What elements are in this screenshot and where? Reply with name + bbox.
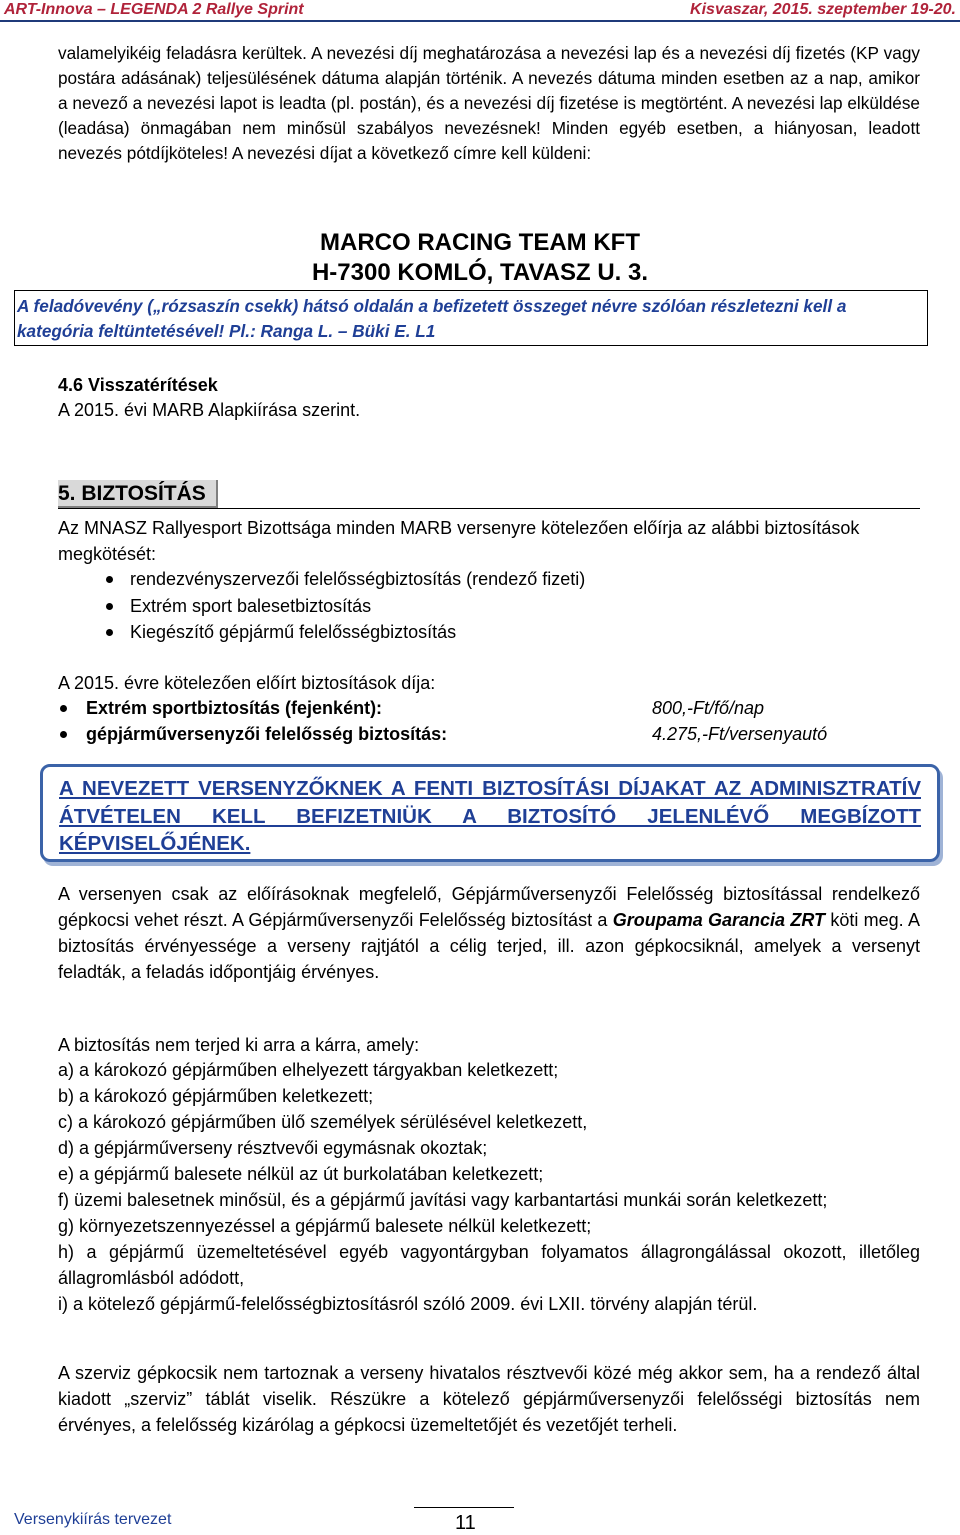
header-event-title: ART-Innova – LEGENDA 2 Rallye Sprint (4, 1, 304, 18)
fee-name: Extrém sportbiztosítás (fejenként): (86, 698, 383, 718)
payment-notice-box (14, 290, 928, 346)
bullet-icon (60, 705, 67, 712)
fee-row (58, 721, 938, 747)
list-item: c) a károkozó gépjárműben ülő személyek sérülésével keletkezett, (58, 1112, 588, 1132)
address-line-1: MARCO RACING TEAM KFT (320, 229, 640, 256)
bullet-icon (60, 731, 67, 738)
required-insurance-list (58, 566, 920, 646)
fee-value: 800,-Ft/fő/nap (652, 698, 765, 718)
payment-callout-box (40, 764, 940, 862)
fee-value: 4.275,-Ft/versenyautó (652, 724, 828, 744)
header-event-date: Kisvaszar, 2015. szeptember 19-20. (690, 1, 956, 18)
payment-notice-text: A feladóvevény („rózsaszín csekk) hátsó oldalán a befizetett összeget névre szólóan részletezni kell a kategória feltüntetésével! Pl.: Ranga L. – Büki E. L1 (17, 296, 847, 341)
list-item: Extrém sport balesetbiztosítás (58, 593, 920, 620)
insurer-name: Groupama Garancia ZRT (612, 910, 826, 930)
payment-callout-text: A NEVEZETT VERSENYZŐKNEK A FENTI BIZTOSÍTÁSI DÍJAKAT AZ ADMINISZTRATÍV ÁTVÉTELEN KELL BEFIZETNIÜK A BIZTOSÍTÓ JELENLÉVŐ MEGBÍZOTT KÉPVISELŐJÉNEK. (59, 777, 921, 855)
list-item: g) környezetszennyezéssel a gépjármű balesete nélkül keletkezett; (58, 1216, 592, 1236)
list-item: e) a gépjármű balesete nélkül az út burkolatában keletkezett; (58, 1164, 544, 1184)
insurance-paragraph (58, 881, 920, 985)
footer-rule (414, 1507, 514, 1508)
address-line-2: H-7300 KOMLÓ, TAVASZ U. 3. (311, 259, 649, 286)
list-item: Kiegészítő gépjármű felelősségbiztosítás (58, 619, 920, 646)
section-5-rule (58, 508, 920, 509)
insurance-intro: Az MNASZ Rallyesport Bizottsága minden MARB versenyre kötelezően előírja az alábbi biztosítások megkötését: (58, 518, 860, 564)
list-item: b) a károkozó gépjárműben keletkezett; (58, 1086, 374, 1106)
section-4-6-heading: 4.6 Visszatérítések (58, 375, 218, 395)
service-paragraph: A szerviz gépkocsik nem tartoznak a verseny hivatalos résztvevői közé még akkor sem, ha a rendező által kiadott „szerviz” táblát viselik. Részükre a kötelező gépjárműversenyzői felelősségi biztosítás nem érvényes, a felelősség kizárólag a gépkocsi üzemeltetőjét és vezetőjét terheli. (58, 1363, 920, 1435)
exclusions-list (58, 1057, 920, 1317)
page-header (0, 0, 960, 22)
list-item: rendezvényszervezői felelősségbiztosítás (rendező fizeti) (58, 566, 920, 593)
section-5-heading: 5. BIZTOSÍTÁS (58, 480, 218, 508)
fee-name: gépjárműversenyzői felelősség biztosítás: (86, 724, 448, 744)
page-number: 11 (455, 1512, 476, 1534)
list-item: a) a károkozó gépjárműben elhelyezett tárgyakban keletkezett; (58, 1060, 559, 1080)
list-item: d) a gépjárműverseny résztvevői egymásnak okoztak; (58, 1138, 488, 1158)
fees-intro: A 2015. évre kötelezően előírt biztosítások díja: (58, 673, 436, 693)
list-item: f) üzemi balesetnek minősül, és a gépjármű javítási vagy karbantartási munkái során keletkezett; (58, 1190, 828, 1210)
section-4-6-text: A 2015. évi MARB Alapkiírása szerint. (58, 400, 361, 420)
insurance-paragraph-a: A versenyen csak az előírásoknak megfelelő, Gépjárműversenyzői Felelősség biztosítással rendelkező gépkocsi vehet részt. A Gépjárműversenyzői Felelősség biztosítást a (58, 884, 920, 930)
intro-paragraph: valamelyikéig feladásra kerültek. A nevezési díj meghatározása a nevezési lap és a nevezési díj fizetés (KP vagy postára adásának) teljesülésének dátuma alapján történik. A nevezés dátuma minden esetben az a nap, amikor a nevező a nevezési lapot is leadta (pl. postán), és a nevezési díj fizetése is megtörtént. A nevezési lap elküldése (leadása) önmagában nem minősül szabályos nevezésnek! Minden egyéb esetben, a hiányosan, leadott nevezés pótdíjköteles! A nevezési díjat a következő címre kell küldeni: (58, 43, 920, 163)
footer-document-title: Versenykiírás tervezet (14, 1511, 172, 1528)
list-item: i) a kötelező gépjármű-felelősségbiztosításról szóló 2009. évi LXII. törvény alapján térül. (58, 1294, 758, 1314)
fee-row (58, 695, 938, 721)
list-item: h) a gépjármű üzemeltetésével egyéb vagyontárgyban folyamatos állagrongálással okozott, illetőleg állagromlásból adódott, (58, 1242, 920, 1288)
exclusions-intro: A biztosítás nem terjed ki arra a kárra, amely: (58, 1035, 420, 1055)
insurance-paragraph-b: köti meg. A biztosítás érvényessége a verseny rajtjától a célig terjed, ill. azon gépkocsiknál, amelyek a versenyt feladták, a feladás időpontjáig érvényes. (58, 910, 920, 982)
